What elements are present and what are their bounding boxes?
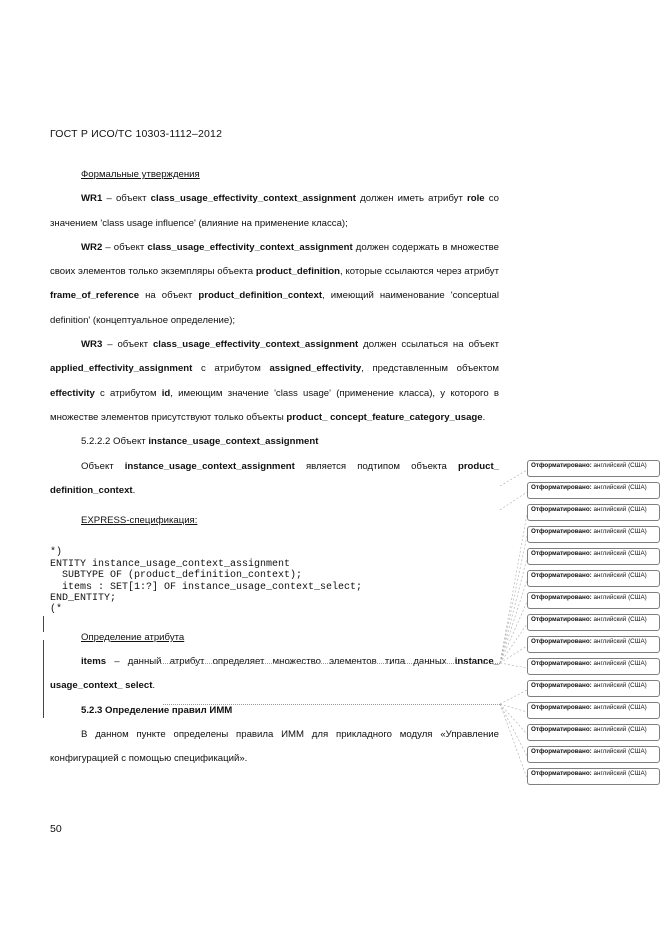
balloon-text: английский (США)	[593, 572, 647, 579]
balloon-label: Отформатировано:	[531, 484, 592, 491]
format-change-balloon[interactable]	[527, 768, 660, 785]
balloon-text: английский (США)	[593, 704, 647, 711]
balloon-label: Отформатировано:	[531, 462, 592, 469]
wr3-attribute-2: id	[161, 387, 171, 399]
format-change-balloon[interactable]	[527, 680, 660, 697]
balloon-label: Отформатировано:	[531, 660, 592, 667]
wr3-entity-2: applied_effectivity_assignment	[50, 363, 193, 375]
wr3-label: WR3	[81, 339, 103, 351]
subtype-entity-1: instance_usage_context_assignment	[124, 460, 295, 472]
format-change-balloon[interactable]	[527, 702, 660, 719]
format-change-balloon[interactable]	[527, 482, 660, 499]
revision-balloons	[527, 460, 661, 790]
wr3-text-2: должен ссылаться на объект	[358, 339, 500, 351]
wr3-entity: class_usage_effectivity_context_assignment	[152, 339, 359, 351]
section-5-2-2-2-number: 5.2.2.2 Объект	[81, 436, 149, 448]
wr1-attribute: role	[467, 193, 485, 205]
wr2-entity-3: product_definition_context	[198, 290, 323, 302]
running-header: ГОСТ Р ИСО/ТС 10303-1112–2012	[50, 128, 223, 140]
final-paragraph: В данном пункте определены правила ИММ для прикладного модуля «Управление конфигурацией с помощью спецификаций».	[50, 729, 499, 765]
express-heading-text: EXPRESS-спецификация:	[81, 515, 198, 527]
wr2-text-4: на объект	[139, 290, 199, 302]
balloon-text: английский (США)	[593, 506, 647, 513]
balloon-text: английский (США)	[593, 462, 647, 469]
wr1-text-3: со значением 'class usage influence' (влияние на применение класса);	[50, 193, 500, 229]
wr2-text-5: , имеющий наименование 'conceptual definition' (концептуальное определение);	[50, 290, 499, 326]
items-type: instance_ usage_context_ select	[50, 656, 499, 692]
balloon-label: Отформатировано:	[531, 638, 592, 645]
balloon-label: Отформатировано:	[531, 682, 592, 689]
wr3-text-3: с атрибутом	[192, 363, 270, 375]
balloon-label: Отформатировано:	[531, 748, 592, 755]
subtype-text-1: Объект	[81, 460, 125, 472]
balloon-text: английский (США)	[593, 660, 647, 667]
balloon-label: Отформатировано:	[531, 616, 592, 623]
format-change-balloon[interactable]	[527, 592, 660, 609]
subtype-text-2: является подтипом объекта	[294, 460, 458, 472]
format-change-balloon[interactable]	[527, 504, 660, 521]
balloon-text: английский (США)	[593, 682, 647, 689]
wr3-entity-3: effectivity	[50, 387, 95, 399]
balloon-label: Отформатировано:	[531, 528, 592, 535]
balloon-text: английский (США)	[593, 638, 647, 645]
format-change-balloon[interactable]	[527, 570, 660, 587]
format-change-balloon[interactable]	[527, 658, 660, 675]
attribute-definition-heading-text: Определение атрибута	[81, 631, 185, 643]
section-5-2-3-title: 5.2.3 Определение правил ИММ	[81, 704, 233, 716]
balloon-text: английский (США)	[593, 528, 647, 535]
wr2-text-2: должен содержать в множестве своих элементов только экземпляры объекта	[50, 241, 499, 278]
wr3-entity-4: product_ concept_feature_category_usage	[286, 411, 483, 423]
balloon-label: Отформатировано:	[531, 506, 592, 513]
subtype-entity-2: product_ definition_context	[50, 460, 499, 496]
page-number: 50	[50, 823, 62, 835]
items-text-1: – данный атрибут определяет множество элементов типа данных	[106, 656, 455, 668]
format-change-balloon[interactable]	[527, 614, 660, 631]
wr2-text-1: – объект	[102, 241, 148, 253]
express-code-block: *) ENTITY instance_usage_context_assignment SUBTYPE OF (product_definition_context); items : SET[1:?] OF instance_usage_context_select; END_ENTITY; (*	[50, 547, 363, 616]
wr2-text-3: , которые ссылаются через атрибут	[340, 266, 499, 278]
format-change-balloon[interactable]	[527, 526, 660, 543]
items-attribute: items	[81, 656, 107, 668]
format-change-balloon[interactable]	[527, 548, 660, 565]
balloon-text: английский (США)	[593, 594, 647, 601]
format-change-balloon[interactable]	[527, 636, 660, 653]
balloon-label: Отформатировано:	[531, 770, 592, 777]
subtype-text-3: .	[132, 484, 136, 496]
formal-statements-heading-text: Формальные утверждения	[81, 169, 200, 180]
balloon-text: английский (США)	[593, 748, 647, 755]
wr3-attribute: assigned_effectivity	[269, 363, 362, 375]
wr2-label: WR2	[81, 241, 103, 253]
wr3-text-1: – объект	[102, 339, 153, 351]
wr1-entity: class_usage_effectivity_context_assignment	[150, 193, 356, 205]
balloon-text: английский (США)	[593, 726, 647, 733]
format-change-balloon[interactable]	[527, 746, 660, 763]
balloon-text: английский (США)	[593, 616, 647, 623]
balloon-text: английский (США)	[593, 484, 647, 491]
wr3-text-4: , представленным объектом	[361, 363, 499, 375]
balloon-label: Отформатировано:	[531, 594, 592, 601]
balloon-label: Отформатировано:	[531, 726, 592, 733]
wr3-text-6: , имеющим значение 'class usage' (применение класса), у которого в множестве элементов присутствуют только объекты	[50, 387, 499, 423]
wr3-text-5: с атрибутом	[94, 387, 162, 399]
wr2-attribute: frame_of_reference	[50, 290, 140, 302]
items-text-2: .	[152, 680, 156, 692]
wr1-text-2: должен иметь атрибут	[355, 193, 467, 205]
balloon-label: Отформатировано:	[531, 550, 592, 557]
wr2-entity: class_usage_effectivity_context_assignment	[147, 241, 353, 253]
wr1-text-1: – объект	[102, 193, 151, 205]
balloon-label: Отформатировано:	[531, 572, 592, 579]
wr1-label: WR1	[81, 193, 103, 205]
wr3-text-7: .	[482, 411, 486, 423]
balloon-text: английский (США)	[593, 770, 647, 777]
balloon-label: Отформатировано:	[531, 704, 592, 711]
format-change-balloon[interactable]	[527, 460, 660, 477]
balloon-text: английский (США)	[593, 550, 647, 557]
format-change-balloon[interactable]	[527, 724, 660, 741]
wr2-entity-2: product_definition	[255, 266, 341, 278]
section-5-2-2-2-entity: instance_usage_context_assignment	[148, 436, 319, 448]
